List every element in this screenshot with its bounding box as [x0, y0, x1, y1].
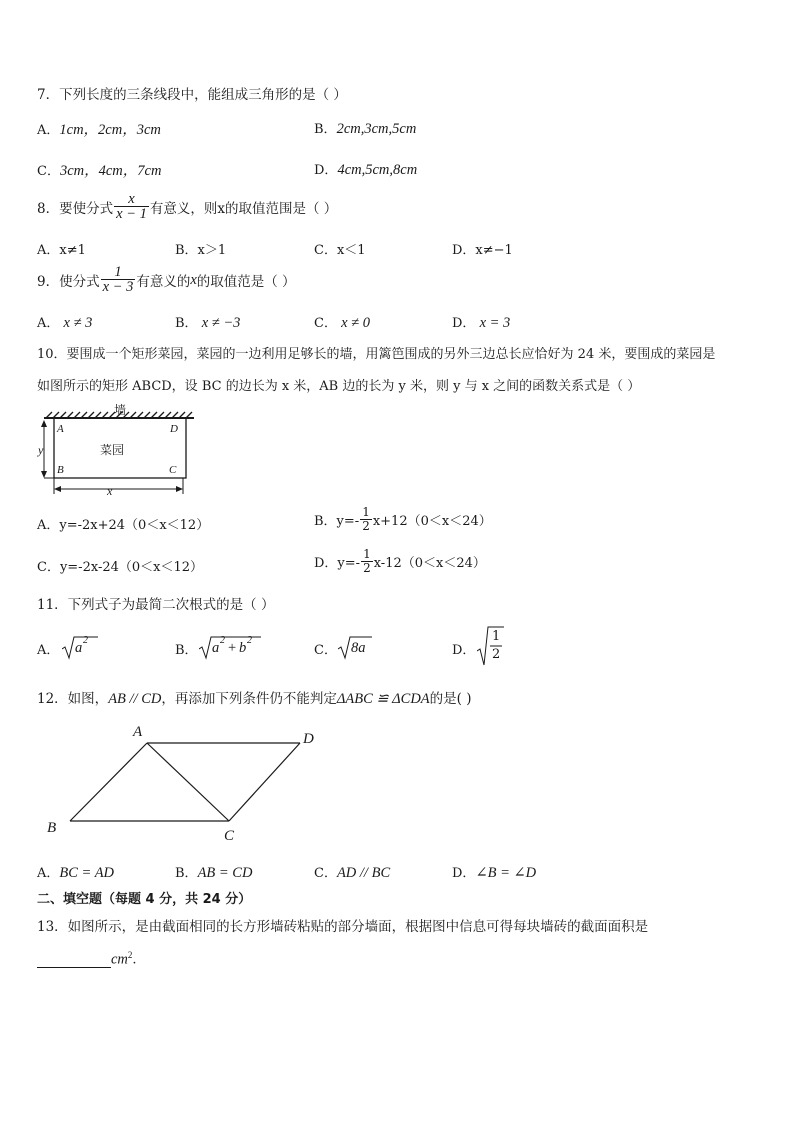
q10-option-b-pre: B．y=-: [314, 514, 360, 529]
q11-b-base2: b: [239, 640, 247, 656]
q13-unit-exp: 2: [127, 950, 133, 960]
q9-fraction: [101, 265, 136, 295]
q8-stem-pre: 8．要使分式: [37, 201, 114, 217]
q12-option-c-text: AD // BC: [336, 865, 391, 881]
q9-option-c-text: x ≠ 0: [341, 315, 370, 331]
q9-frac-den: x − 3: [102, 279, 134, 295]
q11-option-c: [338, 634, 378, 660]
q10-option-a: A．y=-2x+24（0＜x＜12）: [37, 518, 210, 533]
q11-option-a: [62, 634, 102, 660]
q7-option-c-label: C．: [37, 164, 60, 179]
q13-answer: [37, 950, 137, 968]
q7-option-c: [37, 159, 161, 180]
q13-stem: 13．如图所示，是由截面相同的长方形墙砖粘贴的部分墙面，根据图中信息可得每块墙砖的截面面积是: [37, 919, 649, 935]
parallelogram-lines: [70, 743, 300, 821]
q9-option-a: [37, 312, 92, 332]
vertex-d-label: D: [170, 423, 178, 435]
q11-c-text: 8a: [351, 640, 366, 656]
q11-d-den: 2: [492, 647, 501, 662]
q10-option-d-den: 2: [363, 561, 371, 575]
q11-option-d: [477, 625, 507, 667]
q9-stem-pre: 9．使分式: [37, 274, 100, 290]
q10-option-c: C．y=-2x-24（0＜x＜12）: [37, 560, 204, 575]
q12-option-d: [452, 862, 536, 882]
q7-stem: 7．下列长度的三条线段中，能组成三角形的是（ ）: [37, 87, 347, 103]
q8-stem: [37, 192, 337, 222]
q11-d-num: 1: [492, 629, 501, 644]
q12-option-c-label: C．: [314, 866, 337, 881]
q11-option-c-label: C．: [314, 643, 337, 658]
q12-stem-math: AB // CD: [108, 691, 162, 707]
q11-option-b: [199, 634, 269, 660]
q8-fraction: [114, 192, 149, 222]
q12-stem-post: 的是( ): [429, 691, 472, 707]
q9-stem-var: x: [190, 271, 197, 288]
q7-option-a-text: 1cm，2cm，3cm: [59, 122, 161, 138]
q12-stem: [37, 687, 472, 708]
q8-option-b: B．x＞1: [175, 243, 227, 258]
x-label: x: [107, 484, 113, 498]
q10-stem-line1: 10．要围成一个矩形菜园，菜园的一边利用足够长的墙，用篱笆围成的另外三边总长应恰好为 24 米，要围成的菜园是: [37, 347, 716, 362]
q10-option-d-post: x-12（0＜x＜24）: [373, 556, 486, 571]
q10-option-b-num: 1: [362, 505, 370, 519]
q11-stem: 11．下列式子为最简二次根式的是（ ）: [37, 597, 275, 613]
q11-b-base1: a: [212, 640, 220, 656]
q12-option-c: [314, 862, 390, 882]
q9-option-d-label: D．: [452, 316, 476, 331]
q7-option-c-text: 3cm，4cm，7cm: [59, 163, 162, 179]
q9-option-d: [452, 312, 510, 332]
q12-figure: [40, 718, 330, 848]
q11-b-exp2: 2: [247, 635, 252, 646]
q10-option-d-fraction: [361, 548, 373, 575]
q9-option-a-text: x ≠ 3: [63, 315, 93, 331]
q8-frac-num: x: [128, 191, 135, 207]
q9-option-b-text: x ≠ −3: [201, 315, 241, 331]
q12-stem-mid: ，再添加下列条件仍不能判定: [161, 691, 337, 707]
q8-stem-post: 有意义，则x的取值范围是（ ）: [149, 201, 338, 217]
q9-stem-mid: 有意义的: [136, 274, 191, 290]
answer-blank[interactable]: [37, 953, 111, 968]
q10-option-b-post: x+12（0＜x＜24）: [372, 514, 492, 529]
q10-option-b-fraction: [360, 506, 372, 533]
q11-option-b-label: B．: [175, 643, 198, 658]
x-dimension-arrow: [54, 478, 183, 494]
q11-option-a-label: A．: [37, 643, 60, 658]
q12-option-a-text: BC = AD: [59, 865, 115, 881]
q11-a-base: a: [75, 640, 83, 656]
q8-option-c: C．x＜1: [314, 243, 366, 258]
q10-figure: [36, 400, 196, 500]
q12-option-a: [37, 862, 114, 882]
q11-a-exp: 2: [83, 635, 88, 646]
q8-option-d: D．x≠−1: [452, 243, 513, 258]
q12-option-a-label: A．: [37, 866, 60, 881]
q13-end: .: [132, 952, 137, 968]
q7-option-d-label: D．: [314, 163, 338, 178]
section-title: 二、填空题（每题 4 分，共 24 分）: [37, 892, 252, 907]
q7-option-b: [314, 118, 416, 138]
q10-option-d: [314, 548, 486, 575]
vertex-a-label: A: [57, 423, 64, 435]
q9-option-a-label: A．: [37, 316, 60, 331]
q12-option-b-label: B．: [175, 866, 198, 881]
q9-frac-num: 1: [114, 264, 122, 280]
q9-option-c-label: C．: [314, 316, 337, 331]
q12-option-b: [175, 862, 252, 882]
y-label: y: [38, 443, 44, 457]
q12-option-d-text: ∠B = ∠D: [475, 865, 537, 881]
q10-option-b-den: 2: [362, 519, 370, 533]
vertex-b-label: B: [47, 820, 57, 836]
q11-b-exp1: 2: [220, 635, 225, 646]
q10-stem-line2: 如图所示的矩形 ABCD，设 BC 的边长为 x 米，AB 边的长为 y 米，则 y 与 x 之间的函数关系式是（ ）: [37, 379, 641, 394]
vertex-b-label: B: [57, 464, 64, 476]
q7-option-d-text: 4cm,5cm,8cm: [337, 162, 418, 178]
q10-option-d-num: 1: [363, 547, 371, 561]
q7-option-b-label: B．: [314, 122, 337, 137]
q13-unit: cm: [111, 951, 128, 968]
q7-option-b-text: 2cm,3cm,5cm: [336, 121, 417, 137]
vertex-d-label: D: [303, 731, 314, 747]
q9-option-b: [175, 312, 240, 332]
vertex-c-label: C: [169, 464, 177, 476]
q10-option-d-pre: D．y=-: [314, 556, 361, 571]
q8-option-a: A．x≠1: [37, 243, 86, 258]
q11-b-plus: +: [228, 640, 237, 656]
q7-option-a-label: A．: [37, 123, 60, 138]
q9-option-b-label: B．: [175, 316, 198, 331]
vertex-a-label: A: [133, 724, 143, 740]
q10-option-b: [314, 506, 492, 533]
garden-label: 菜园: [100, 443, 125, 457]
q12-stem-pre: 12．如图，: [37, 691, 109, 707]
q9-stem: [37, 265, 296, 295]
q9-option-d-text: x = 3: [479, 315, 511, 331]
wall-label: 墙: [114, 403, 127, 417]
q9-option-c: [314, 312, 370, 332]
q11-option-d-label: D．: [452, 643, 476, 658]
q12-option-d-label: D．: [452, 866, 476, 881]
q7-option-a: [37, 118, 161, 139]
q12-stem-math2: ΔABC ≌ ΔCDA: [336, 691, 430, 707]
q9-stem-post: 的取值范是（ ）: [196, 274, 296, 290]
q8-frac-den: x − 1: [116, 206, 147, 222]
q7-option-d: [314, 159, 417, 179]
vertex-c-label: C: [224, 828, 235, 844]
q12-option-b-text: AB = CD: [197, 865, 253, 881]
